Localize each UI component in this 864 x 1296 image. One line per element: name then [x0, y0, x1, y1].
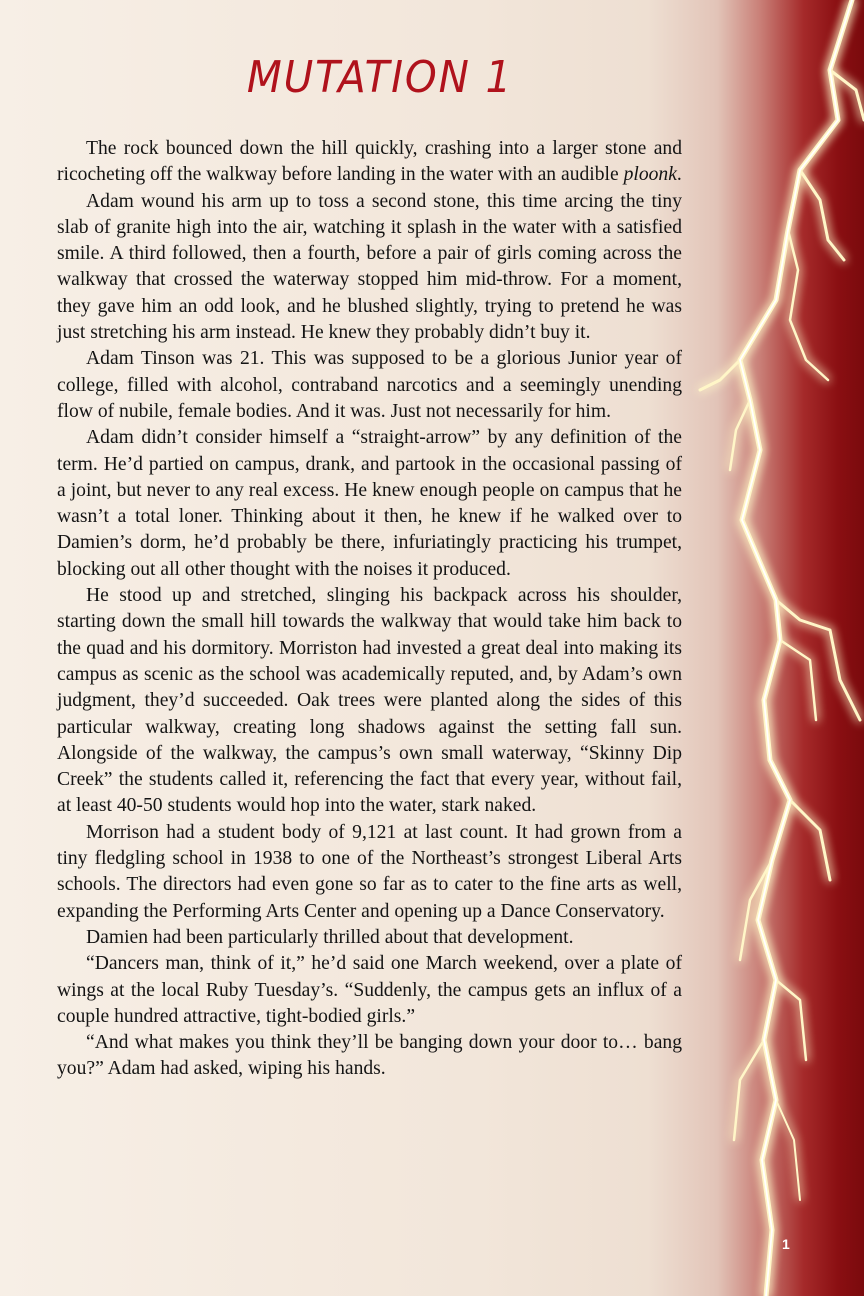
chapter-body	[57, 136, 682, 1083]
paragraph: Adam wound his arm up to toss a second stone, this time arcing the tiny slab of granite high into the air, watching it splash in the water with a satisfied smile. A third followed, then a fourth, before a pair of girls coming across the walkway that crossed the waterway stopped him mid-throw. For a moment, they gave him an odd look, and he blushed slightly, trying to pretend he was just stretching his arm instead. He knew they probably didn’t buy it.	[57, 190, 682, 344]
paragraph: Morrison had a student body of 9,121 at last count. It had grown from a tiny fledgling school in 1938 to one of the Northeast’s strongest Liberal Arts schools. The directors had even gone so far as to cater to the fine arts as well, expanding the Performing Arts Center and opening up a Dance Conservatory.	[57, 821, 682, 922]
paragraph: “Dancers man, think of it,” he’d said one March weekend, over a plate of wings at the local Ruby Tuesday’s. “Suddenly, the campus gets an influx of a couple hundred attractive, tight-bodied girls.”	[57, 953, 682, 1027]
lightning-bolt-decoration	[680, 0, 864, 1296]
paragraph: He stood up and stretched, slinging his backpack across his shoulder, starting down the small hill towards the walkway that would take him back to the quad and his dormitory. Morriston had invested a great deal into making its campus as scenic as the school was academically reputed, and, by Adam’s own judgment, they’d succeeded. Oak trees were planted along the sides of this particular walkway, creating long shadows against the setting fall sun. Alongside of the walkway, the campus’s own small waterway, “Skinny Dip Creek” the students called it, referencing the fact that every year, without fail, at least 40-50 students would hop into the water, stark naked.	[57, 585, 682, 817]
paragraph: The rock bounced down the hill quickly, crashing into a larger stone and ricocheting off the walkway before landing in the water with an audible ploonk.	[57, 138, 682, 186]
paragraph: Damien had been particularly thrilled about that development.	[86, 926, 574, 948]
paragraph: Adam didn’t consider himself a “straight-arrow” by any definition of the term. He’d partied on campus, drank, and partook in the occasional passing of a joint, but never to any real excess. He knew enough people on campus that he wasn’t a total loner. Thinking about it then, he knew if he walked over to Damien’s dorm, he’d probably be there, infuriatingly practicing his trumpet, blocking out all other thought with the noises it produced.	[57, 427, 682, 580]
chapter-title: MUTATION 1	[246, 52, 514, 103]
emphasized-word: ploonk	[623, 164, 677, 186]
page-number: 1	[782, 1236, 790, 1252]
paragraph: “And what makes you think they’ll be banging down your door to… bang you?” Adam had asked, wiping his hands.	[57, 1032, 682, 1080]
paragraph: Adam Tinson was 21. This was supposed to be a glorious Junior year of college, filled with alcohol, contraband narcotics and a seemingly unending flow of nubile, female bodies. And it was. Just not necessarily for him.	[57, 348, 682, 422]
